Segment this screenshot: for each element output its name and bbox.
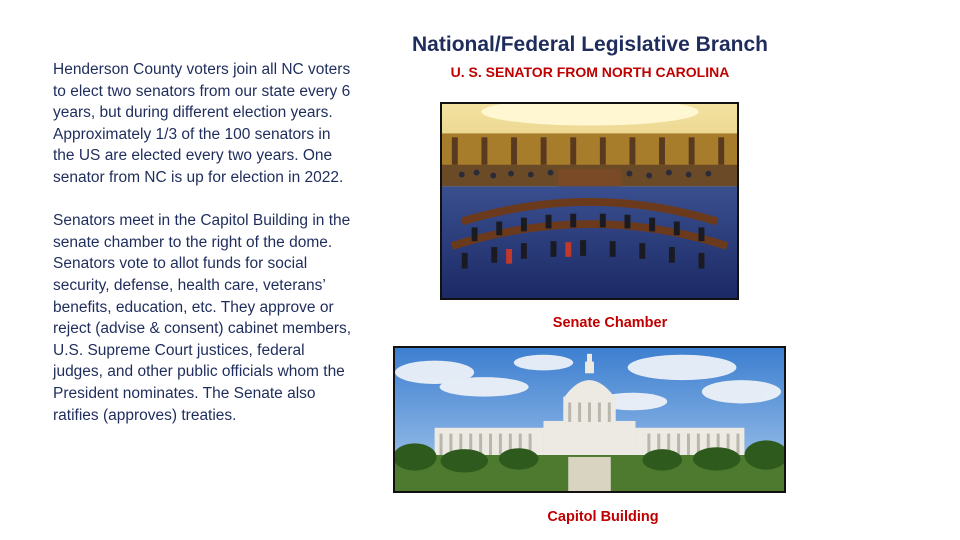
paragraph-elections: Henderson County voters join all NC voters to elect two senators from our state every 6 years, but during different election years. Approximately 1/3 of the 100 senators in the US are elected every two years. One senator from NC is up for election in 2022. (53, 61, 351, 186)
paragraph-senate-duties: Senators meet in the Capitol Building in the senate chamber to the right of the dome. Senators vote to allot funds for social security, defense, health care, veterans’ benefits, education, etc. They approve or reject (advise & consent) cabinet members, U.S. Supreme Court justices, federal judges, and other public officials whom the President nominates. The Senate also ratifies (approves) treaties. (53, 212, 352, 424)
body-text (53, 59, 353, 426)
slide-title: National/Federal Legislative Branch (412, 33, 768, 56)
capitol-building-caption: Capitol Building (547, 509, 659, 525)
senate-chamber-caption: Senate Chamber (552, 315, 668, 331)
capitol-building-photo (393, 346, 786, 493)
slide-subtitle: U. S. SENATOR FROM NORTH CAROLINA (450, 64, 730, 80)
senate-chamber-photo (440, 102, 739, 300)
